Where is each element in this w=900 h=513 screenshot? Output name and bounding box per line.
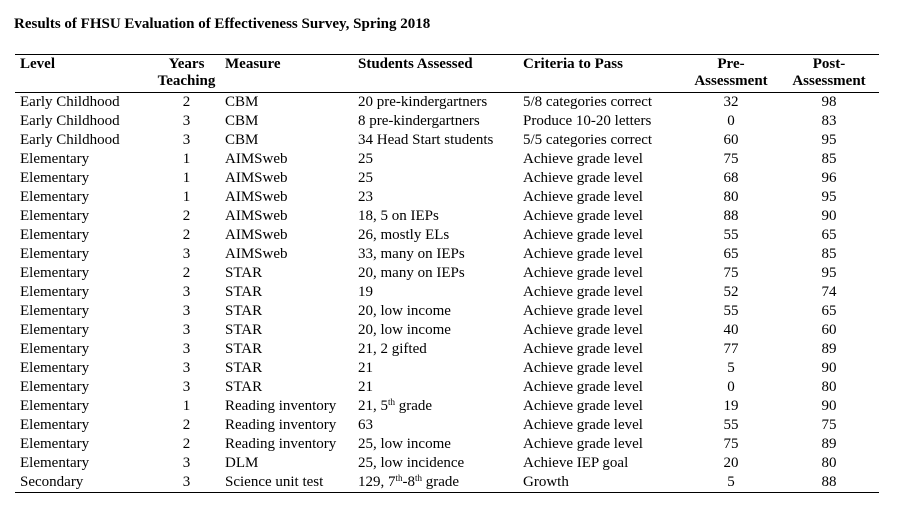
cell-pre-assessment: 55 (723, 417, 739, 433)
cell-students-assessed: 19 (358, 284, 373, 300)
cell-students-assessed: 33, many on IEPs (358, 246, 465, 262)
cell-years-teaching: 3 (182, 303, 191, 319)
header-row (15, 55, 879, 93)
cell-pre-assessment: 55 (723, 227, 739, 243)
header-post-line1: Post- (812, 56, 846, 72)
cell-measure: Science unit test (225, 474, 324, 490)
cell-years-teaching: 3 (182, 284, 191, 300)
cell-measure: STAR (225, 265, 263, 281)
cell-level: Elementary (20, 455, 90, 471)
cell-years-teaching: 3 (182, 132, 191, 148)
cell-measure: AIMSweb (225, 227, 288, 243)
table-row (15, 131, 879, 150)
cell-post-assessment: 95 (821, 132, 837, 148)
cell-criteria: Growth (523, 474, 569, 490)
cell-years-teaching: 2 (182, 417, 191, 433)
cell-level: Secondary (20, 474, 84, 490)
header-pre-line2: Assessment (694, 73, 768, 89)
results-table (15, 54, 879, 493)
cell-years-teaching: 3 (182, 360, 191, 376)
header-students-assessed: Students Assessed (358, 56, 473, 72)
cell-level: Elementary (20, 284, 90, 300)
header-pre-line1: Pre- (717, 56, 745, 72)
cell-measure: STAR (225, 379, 263, 395)
cell-pre-assessment: 80 (723, 189, 739, 205)
table-row (15, 321, 879, 340)
cell-pre-assessment: 65 (723, 246, 739, 262)
header-post-assessment (779, 55, 879, 93)
cell-post-assessment: 75 (821, 417, 837, 433)
cell-post-assessment: 95 (821, 265, 837, 281)
cell-criteria: Achieve grade level (523, 170, 643, 186)
table-row (15, 378, 879, 397)
cell-pre-assessment: 20 (723, 455, 739, 471)
cell-level: Elementary (20, 322, 90, 338)
table-row (15, 473, 879, 493)
cell-criteria: Achieve grade level (523, 303, 643, 319)
cell-years-teaching: 1 (182, 189, 191, 205)
cell-post-assessment: 89 (821, 341, 837, 357)
cell-post-assessment: 80 (821, 379, 837, 395)
cell-criteria: Achieve grade level (523, 208, 643, 224)
cell-pre-assessment: 0 (727, 379, 735, 395)
cell-criteria: Achieve grade level (523, 189, 643, 205)
cell-years-teaching: 3 (182, 322, 191, 338)
cell-post-assessment: 85 (821, 246, 837, 262)
table-row (15, 188, 879, 207)
cell-pre-assessment: 5 (727, 474, 735, 490)
cell-criteria: Achieve grade level (523, 436, 643, 452)
students-text-part: th (388, 397, 396, 407)
cell-students-assessed: 21, 2 gifted (358, 341, 427, 357)
cell-level: Elementary (20, 170, 90, 186)
header-post-line2: Assessment (792, 73, 866, 89)
cell-post-assessment: 95 (821, 189, 837, 205)
cell-measure: Reading inventory (225, 436, 337, 452)
header-pre-assessment (683, 55, 779, 93)
cell-students-assessed: 34 Head Start students (358, 132, 494, 148)
cell-criteria: Achieve grade level (523, 379, 643, 395)
table-row (15, 93, 879, 113)
cell-pre-assessment: 52 (723, 284, 739, 300)
cell-years-teaching: 1 (182, 170, 191, 186)
cell-students-assessed: 23 (358, 189, 373, 205)
cell-post-assessment: 65 (821, 227, 837, 243)
cell-students-assessed: 20, many on IEPs (358, 265, 465, 281)
cell-measure: CBM (225, 113, 259, 129)
cell-level: Elementary (20, 208, 90, 224)
cell-years-teaching: 2 (182, 208, 191, 224)
cell-years-teaching: 3 (182, 474, 191, 490)
cell-level: Elementary (20, 246, 90, 262)
table-row (15, 245, 879, 264)
cell-measure: CBM (225, 94, 259, 110)
header-criteria-to-pass: Criteria to Pass (523, 56, 623, 72)
cell-measure: CBM (225, 132, 259, 148)
cell-students-assessed (353, 473, 518, 493)
cell-level: Elementary (20, 436, 90, 452)
cell-students-assessed: 18, 5 on IEPs (358, 208, 439, 224)
table-row (15, 169, 879, 188)
table-row (15, 340, 879, 359)
cell-pre-assessment: 75 (723, 151, 739, 167)
cell-level: Elementary (20, 227, 90, 243)
table-row (15, 207, 879, 226)
cell-measure: AIMSweb (225, 189, 288, 205)
cell-years-teaching: 1 (182, 151, 191, 167)
cell-measure: STAR (225, 322, 263, 338)
cell-level: Elementary (20, 417, 90, 433)
cell-level: Early Childhood (20, 94, 120, 110)
cell-students-assessed: 20, low income (358, 303, 451, 319)
cell-pre-assessment: 19 (723, 398, 739, 414)
students-text-part: -8 (402, 474, 416, 490)
cell-post-assessment: 74 (821, 284, 837, 300)
cell-criteria: Achieve grade level (523, 417, 643, 433)
cell-criteria: Achieve IEP goal (523, 455, 629, 471)
table-row (15, 283, 879, 302)
cell-post-assessment: 65 (821, 303, 837, 319)
cell-measure: AIMSweb (225, 246, 288, 262)
cell-post-assessment: 90 (821, 208, 837, 224)
cell-years-teaching: 1 (182, 398, 191, 414)
cell-measure: STAR (225, 284, 263, 300)
cell-post-assessment: 88 (821, 474, 837, 490)
cell-pre-assessment: 77 (723, 341, 739, 357)
cell-measure: AIMSweb (225, 208, 288, 224)
cell-measure: DLM (225, 455, 259, 471)
table-row (15, 416, 879, 435)
cell-level: Early Childhood (20, 132, 120, 148)
cell-students-assessed: 25 (358, 151, 373, 167)
cell-criteria: Produce 10-20 letters (523, 113, 652, 129)
cell-students-assessed: 20 pre-kindergartners (358, 94, 488, 110)
cell-level: Elementary (20, 189, 90, 205)
cell-pre-assessment: 32 (723, 94, 739, 110)
header-years-line2: Teaching (157, 73, 216, 89)
cell-pre-assessment: 55 (723, 303, 739, 319)
cell-pre-assessment: 75 (723, 265, 739, 281)
cell-years-teaching: 3 (182, 113, 191, 129)
cell-measure: AIMSweb (225, 151, 288, 167)
cell-criteria: Achieve grade level (523, 227, 643, 243)
cell-post-assessment: 89 (821, 436, 837, 452)
cell-post-assessment: 85 (821, 151, 837, 167)
cell-students-assessed: 8 pre-kindergartners (358, 113, 480, 129)
table-row (15, 264, 879, 283)
table-row (15, 397, 879, 416)
cell-post-assessment: 83 (821, 113, 837, 129)
cell-measure: AIMSweb (225, 170, 288, 186)
cell-years-teaching: 2 (182, 265, 191, 281)
cell-post-assessment: 96 (821, 170, 837, 186)
cell-post-assessment: 60 (821, 322, 837, 338)
cell-students-assessed: 25, low income (358, 436, 451, 452)
cell-criteria: Achieve grade level (523, 284, 643, 300)
cell-measure: STAR (225, 341, 263, 357)
header-years-teaching (153, 55, 220, 93)
cell-level: Elementary (20, 303, 90, 319)
cell-pre-assessment: 5 (727, 360, 735, 376)
cell-criteria: Achieve grade level (523, 322, 643, 338)
cell-measure: STAR (225, 360, 263, 376)
cell-criteria: Achieve grade level (523, 151, 643, 167)
cell-criteria: Achieve grade level (523, 360, 643, 376)
cell-students-assessed: 63 (358, 417, 373, 433)
cell-years-teaching: 2 (182, 227, 191, 243)
cell-students-assessed: 21 (358, 379, 373, 395)
cell-measure: STAR (225, 303, 263, 319)
cell-students-assessed: 20, low income (358, 322, 451, 338)
cell-pre-assessment: 68 (723, 170, 739, 186)
cell-measure: Reading inventory (225, 398, 337, 414)
cell-level: Elementary (20, 341, 90, 357)
cell-years-teaching: 2 (182, 436, 191, 452)
header-measure: Measure (225, 56, 281, 72)
table-row (15, 226, 879, 245)
students-text-part: th (415, 473, 423, 483)
cell-level: Elementary (20, 398, 90, 414)
cell-students-assessed: 25, low incidence (358, 455, 465, 471)
students-text-part: 21, 5 (358, 398, 388, 414)
table-row (15, 435, 879, 454)
cell-post-assessment: 90 (821, 398, 837, 414)
cell-level: Elementary (20, 379, 90, 395)
table-body (15, 93, 879, 493)
cell-level: Elementary (20, 151, 90, 167)
cell-students-assessed: 25 (358, 170, 373, 186)
cell-criteria: Achieve grade level (523, 398, 643, 414)
cell-pre-assessment: 40 (723, 322, 739, 338)
header-level: Level (20, 56, 55, 72)
cell-students-assessed: 26, mostly ELs (358, 227, 450, 243)
cell-level: Elementary (20, 360, 90, 376)
cell-pre-assessment: 75 (723, 436, 739, 452)
cell-criteria: 5/5 categories correct (523, 132, 653, 148)
cell-measure: Reading inventory (225, 417, 337, 433)
students-text-part: grade (422, 474, 460, 490)
cell-pre-assessment: 60 (723, 132, 739, 148)
cell-years-teaching: 3 (182, 341, 191, 357)
cell-students-assessed: 21 (358, 360, 373, 376)
cell-students-assessed (353, 397, 518, 416)
cell-criteria: Achieve grade level (523, 246, 643, 262)
cell-criteria: 5/8 categories correct (523, 94, 653, 110)
students-text-part: grade (395, 398, 433, 414)
cell-criteria: Achieve grade level (523, 341, 643, 357)
table-row (15, 359, 879, 378)
cell-years-teaching: 3 (182, 379, 191, 395)
cell-level: Early Childhood (20, 113, 120, 129)
cell-criteria: Achieve grade level (523, 265, 643, 281)
cell-pre-assessment: 0 (727, 113, 735, 129)
cell-years-teaching: 3 (182, 455, 191, 471)
table-row (15, 454, 879, 473)
table-row (15, 150, 879, 169)
students-text-part: 129, 7 (358, 474, 396, 490)
document-title: Results of FHSU Evaluation of Effectiveness Survey, Spring 2018 (14, 16, 431, 32)
cell-pre-assessment: 88 (723, 208, 739, 224)
table-row (15, 112, 879, 131)
cell-post-assessment: 80 (821, 455, 837, 471)
cell-level: Elementary (20, 265, 90, 281)
cell-years-teaching: 3 (182, 246, 191, 262)
table-row (15, 302, 879, 321)
cell-post-assessment: 98 (821, 94, 837, 110)
cell-years-teaching: 2 (182, 94, 191, 110)
students-text-part: th (395, 473, 403, 483)
header-years-line1: Years (168, 56, 205, 72)
cell-post-assessment: 90 (821, 360, 837, 376)
